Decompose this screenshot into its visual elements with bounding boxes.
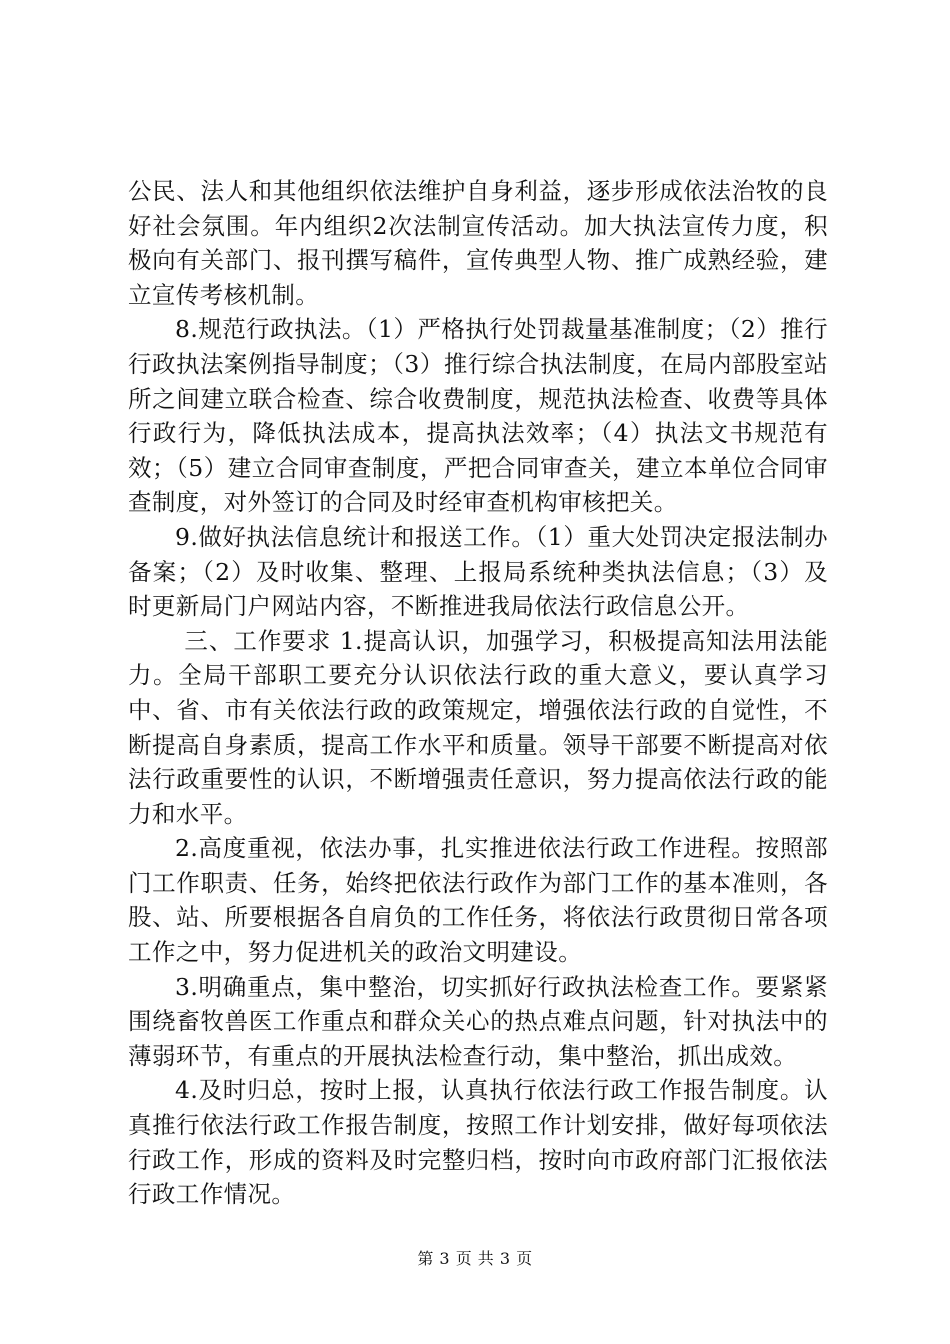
paragraph-requirement-3: 3.明确重点，集中整治，切实抓好行政执法检查工作。要紧紧围绕畜牧兽医工作重点和群众关心的热点难点问题，针对执法中的薄弱环节，有重点的开展执法检查行动，集中整治，抓出成效。 xyxy=(128,972,828,1070)
paragraph-section-3-requirements: 三、工作要求 1.提高认识，加强学习，积极提高知法用法能力。全局干部职工要充分认识依法行政的重大意义，要认真学习中、省、市有关依法行政的政策规定，增强依法行政的自觉性，不断提高自身素质，提高工作水平和质量。领导干部要不断提高对依法行政重要性的认识，不断增强责任意识，努力提高依法行政的能力和水平。 xyxy=(128,626,828,828)
paragraph-item-9-enforcement-info: 9.做好执法信息统计和报送工作。（1）重大处罚决定报法制办备案；（2）及时收集、整理、上报局系统种类执法信息；（3）及时更新局门户网站内容，不断推进我局依法行政信息公开。 xyxy=(128,522,828,621)
paragraph-legal-publicity-continued: 公民、法人和其他组织依法维护自身利益，逐步形成依法治牧的良好社会氛围。年内组织2次法制宣传活动。加大执法宣传力度，积极向有关部门、报刊撰写稿件，宣传典型人物、推广成熟经验，建立宣传考核机制。 xyxy=(128,177,828,309)
paragraph-requirement-2: 2.高度重视，依法办事，扎实推进依法行政工作进程。按照部门工作职责、任务，始终把依法行政作为部门工作的基本准则，各股、站、所要根据各自肩负的工作任务，将依法行政贯彻日常各项工作之中，努力促进机关的政治文明建设。 xyxy=(128,834,828,967)
paragraph-requirement-4: 4.及时归总，按时上报，认真执行依法行政工作报告制度。认真推行依法行政工作报告制度，按照工作计划安排，做好每项依法行政工作，形成的资料及时完整归档，按时向市政府部门汇报依法行政工作情况。 xyxy=(128,1076,828,1209)
document-body xyxy=(128,174,828,1212)
paragraph-item-8-standardize-enforcement: 8.规范行政执法。（1）严格执行处罚裁量基准制度；（2）推行行政执法案例指导制度；（3）推行综合执法制度，在局内部股室站所之间建立联合检查、综合收费制度，规范执法检查、收费等具体行政行为，降低执法成本，提高执法效率；（4）执法文书规范有效；（5）建立合同审查制度，严把合同审查关，建立本单位合同审查制度，对外签订的合同及时经审查机构审核把关。 xyxy=(128,315,828,517)
page-footer: 第 3 页 共 3 页 xyxy=(417,1249,533,1268)
